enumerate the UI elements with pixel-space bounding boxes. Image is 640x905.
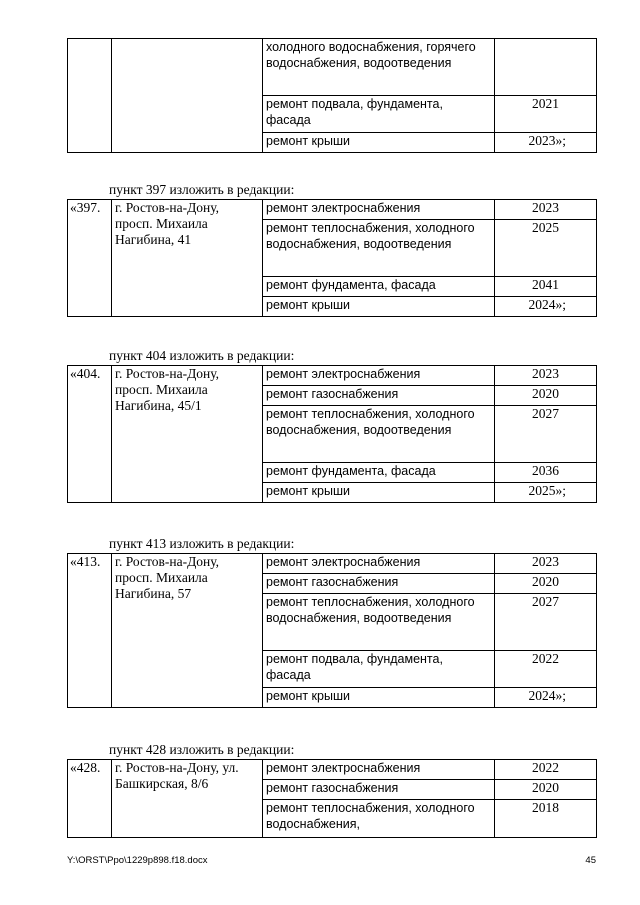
address-cell: г. Ростов-на-Дону, просп. Михаила Нагибина, 57 (112, 554, 263, 708)
year-cell: 2025»; (495, 483, 597, 503)
year-cell: 2020 (495, 780, 597, 800)
work-cell: ремонт теплоснабжения, холодного водоснабжения, водоотведения (263, 406, 495, 463)
section-table-404 (67, 365, 597, 503)
work-cell: ремонт теплоснабжения, холодного водоснабжения, (263, 800, 495, 838)
table-row (68, 39, 597, 96)
address-cell (112, 39, 263, 153)
year-cell: 2018 (495, 800, 597, 838)
year-cell: 2027 (495, 406, 597, 463)
work-cell: ремонт электроснабжения (263, 200, 495, 220)
work-cell: ремонт электроснабжения (263, 760, 495, 780)
year-cell (495, 39, 597, 96)
section-heading: пункт 404 изложить в редакции: (109, 348, 295, 363)
section-heading: пункт 428 изложить в редакции: (109, 742, 295, 757)
table-row (68, 200, 597, 220)
work-cell: ремонт крыши (263, 297, 495, 317)
work-cell: ремонт фундамента, фасада (263, 277, 495, 297)
year-cell: 2023 (495, 366, 597, 386)
footer-file-path: Y:\ORST\Ppo\1229p898.f18.docx (67, 855, 208, 866)
year-cell: 2022 (495, 651, 597, 688)
work-cell: ремонт подвала, фундамента, фасада (263, 96, 495, 133)
work-cell: ремонт крыши (263, 133, 495, 153)
num-cell (68, 39, 112, 153)
year-cell: 2020 (495, 386, 597, 406)
year-cell: 2022 (495, 760, 597, 780)
section-table-397 (67, 199, 597, 317)
work-cell: ремонт газоснабжения (263, 780, 495, 800)
table-row (68, 554, 597, 574)
work-cell: холодного водоснабжения, горячего водоснабжения, водоотведения (263, 39, 495, 96)
year-cell: 2023 (495, 554, 597, 574)
work-cell: ремонт газоснабжения (263, 386, 495, 406)
work-cell: ремонт электроснабжения (263, 366, 495, 386)
work-cell: ремонт фундамента, фасада (263, 463, 495, 483)
year-cell: 2023 (495, 200, 597, 220)
address-cell: г. Ростов-на-Дону, ул. Башкирская, 8/6 (112, 760, 263, 838)
address-cell: г. Ростов-на-Дону, просп. Михаила Нагибина, 45/1 (112, 366, 263, 503)
num-cell: «404. (68, 366, 112, 503)
footer-page-number: 45 (585, 855, 596, 866)
work-cell: ремонт электроснабжения (263, 554, 495, 574)
work-cell: ремонт газоснабжения (263, 574, 495, 594)
year-cell: 2024»; (495, 688, 597, 708)
num-cell: «397. (68, 200, 112, 317)
table-row (68, 760, 597, 780)
num-cell: «413. (68, 554, 112, 708)
year-cell: 2021 (495, 96, 597, 133)
year-cell: 2025 (495, 220, 597, 277)
table-row (68, 366, 597, 386)
work-cell: ремонт подвала, фундамента, фасада (263, 651, 495, 688)
work-cell: ремонт теплоснабжения, холодного водоснабжения, водоотведения (263, 594, 495, 651)
year-cell: 2036 (495, 463, 597, 483)
work-cell: ремонт крыши (263, 483, 495, 503)
section-table-428 (67, 759, 597, 838)
section-table-413 (67, 553, 597, 708)
work-cell: ремонт теплоснабжения, холодного водоснабжения, водоотведения (263, 220, 495, 277)
address-cell: г. Ростов-на-Дону, просп. Михаила Нагибина, 41 (112, 200, 263, 317)
num-cell: «428. (68, 760, 112, 838)
year-cell: 2041 (495, 277, 597, 297)
year-cell: 2027 (495, 594, 597, 651)
section-heading: пункт 413 изложить в редакции: (109, 536, 295, 551)
work-cell: ремонт крыши (263, 688, 495, 708)
section-heading: пункт 397 изложить в редакции: (109, 182, 295, 197)
continuation-table (67, 38, 597, 153)
year-cell: 2020 (495, 574, 597, 594)
year-cell: 2024»; (495, 297, 597, 317)
year-cell: 2023»; (495, 133, 597, 153)
